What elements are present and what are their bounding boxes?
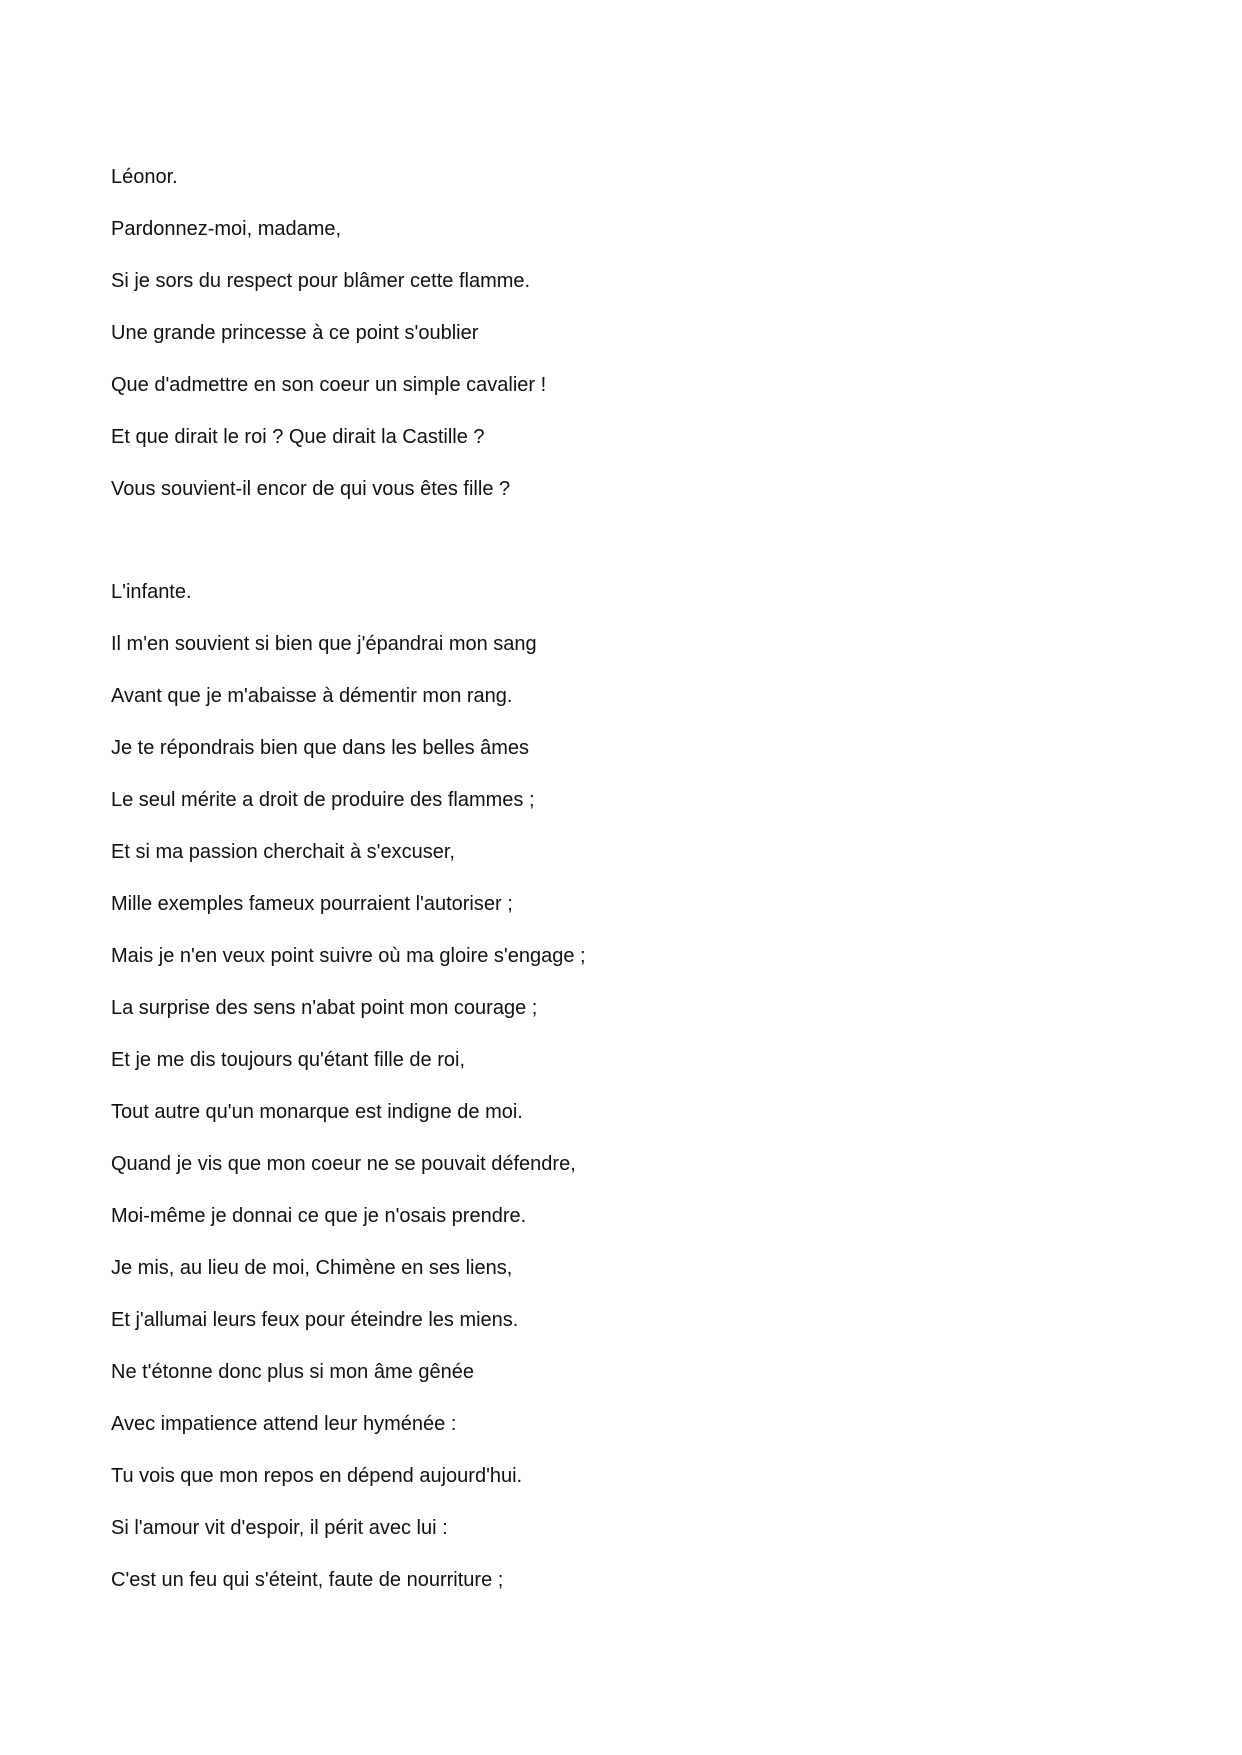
verse-line: Une grande princesse à ce point s'oublier xyxy=(111,322,479,344)
verse-line: Et si ma passion cherchait à s'excuser, xyxy=(111,841,455,863)
verse-line: Je te répondrais bien que dans les belles âmes xyxy=(111,737,530,759)
verse-line: Que d'admettre en son coeur un simple cavalier ! xyxy=(111,374,547,396)
verse-line: Je mis, au lieu de moi, Chimène en ses liens, xyxy=(111,1257,513,1279)
verse-line: Ne t'étonne donc plus si mon âme gênée xyxy=(111,1361,474,1383)
verse-line: La surprise des sens n'abat point mon courage ; xyxy=(111,997,538,1019)
verse-line: C'est un feu qui s'éteint, faute de nourriture ; xyxy=(111,1569,504,1591)
verse-line: Et j'allumai leurs feux pour éteindre les miens. xyxy=(111,1309,519,1331)
verse-line: Tu vois que mon repos en dépend aujourd'hui. xyxy=(111,1465,523,1487)
speech-leonor xyxy=(111,162,1111,526)
verse-line: Pardonnez-moi, madame, xyxy=(111,218,342,240)
verse-line: Et que dirait le roi ? Que dirait la Castille ? xyxy=(111,426,485,448)
verse-line: Tout autre qu'un monarque est indigne de moi. xyxy=(111,1101,523,1123)
verse-line: Si je sors du respect pour blâmer cette flamme. xyxy=(111,270,531,292)
verse-line: Quand je vis que mon coeur ne se pouvait défendre, xyxy=(111,1153,576,1175)
verse-line: Et je me dis toujours qu'étant fille de roi, xyxy=(111,1049,466,1071)
verse-line: Mais je n'en veux point suivre où ma gloire s'engage ; xyxy=(111,945,586,967)
verse-line: Si l'amour vit d'espoir, il périt avec lui : xyxy=(111,1517,448,1539)
verse-line: Vous souvient-il encor de qui vous êtes fille ? xyxy=(111,478,511,500)
verse-line: Mille exemples fameux pourraient l'autoriser ; xyxy=(111,893,513,915)
verse-line: Moi-même je donnai ce que je n'osais prendre. xyxy=(111,1205,527,1227)
speaker-name: L'infante. xyxy=(111,581,192,603)
speaker-name: Léonor. xyxy=(111,166,178,188)
speech-infante xyxy=(111,577,1111,1617)
verse-line: Il m'en souvient si bien que j'épandrai mon sang xyxy=(111,633,537,655)
verse-line: Avec impatience attend leur hyménée : xyxy=(111,1413,457,1435)
verse-line: Le seul mérite a droit de produire des flammes ; xyxy=(111,789,535,811)
verse-line: Avant que je m'abaisse à démentir mon rang. xyxy=(111,685,513,707)
